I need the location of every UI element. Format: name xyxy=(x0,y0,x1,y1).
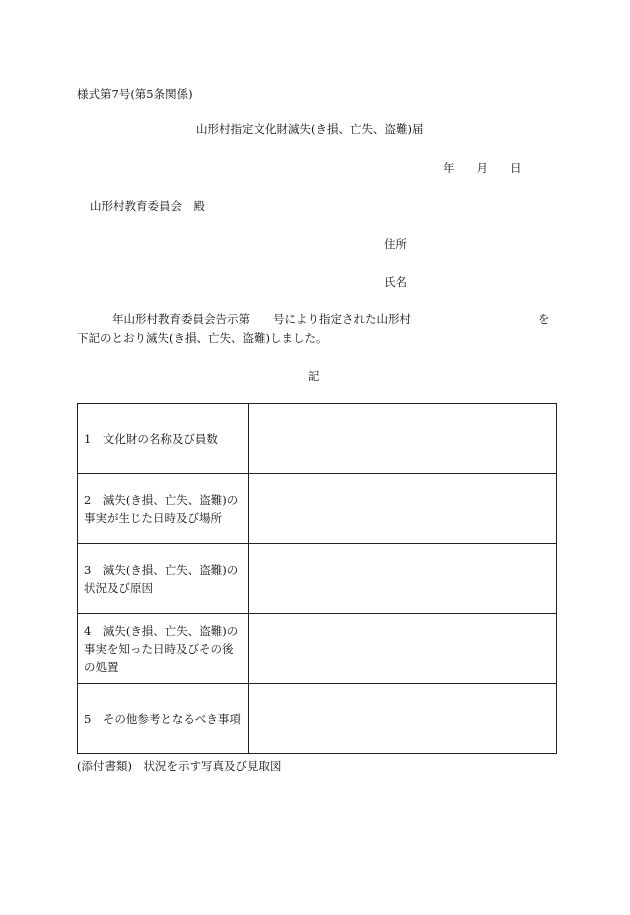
item-value-cell xyxy=(249,684,557,754)
body-line-1-text: 年山形村教育委員会告示第 号により指定された山形村 xyxy=(112,312,411,326)
address-label: 住所 xyxy=(384,237,407,251)
table-row xyxy=(78,474,557,544)
table-row xyxy=(78,544,557,614)
item-label: 5 その他参考となるべき事項 xyxy=(78,684,249,754)
item-value-cell xyxy=(249,404,557,474)
item-value-cell xyxy=(249,544,557,614)
item-label: 3 滅失(き損、亡失、盗難)の状況及び原因 xyxy=(78,544,249,614)
body-line-1-end: を xyxy=(538,312,550,326)
date-month-label: 月 xyxy=(476,161,488,175)
date-line xyxy=(443,160,522,176)
addressee: 山形村教育委員会 殿 xyxy=(90,199,205,213)
item-value-cell xyxy=(249,614,557,684)
table-row xyxy=(78,404,557,474)
form-number: 様式第7号(第5条関係) xyxy=(77,87,193,101)
attachment-note: (添付書類) 状況を示す写真及び見取図 xyxy=(77,759,282,773)
items-table xyxy=(77,403,557,754)
item-label: 1 文化財の名称及び員数 xyxy=(78,404,249,474)
item-label: 2 滅失(き損、亡失、盗難)の事実が生じた日時及び場所 xyxy=(78,474,249,544)
document-title: 山形村指定文化財滅失(き損、亡失、盗難)届 xyxy=(196,122,424,136)
body-line-1 xyxy=(112,311,550,327)
body-line-2: 下記のとおり滅失(き損、亡失、盗難)しました。 xyxy=(77,331,328,345)
table-row xyxy=(78,684,557,754)
name-label: 氏名 xyxy=(384,275,407,289)
item-value-cell xyxy=(249,474,557,544)
table-row xyxy=(78,614,557,684)
item-label: 4 滅失(き損、亡失、盗難)の事実を知った日時及びその後の処置 xyxy=(78,614,249,684)
ki-heading: 記 xyxy=(308,369,320,383)
date-day-label: 日 xyxy=(510,161,522,175)
date-year-label: 年 xyxy=(443,161,455,175)
